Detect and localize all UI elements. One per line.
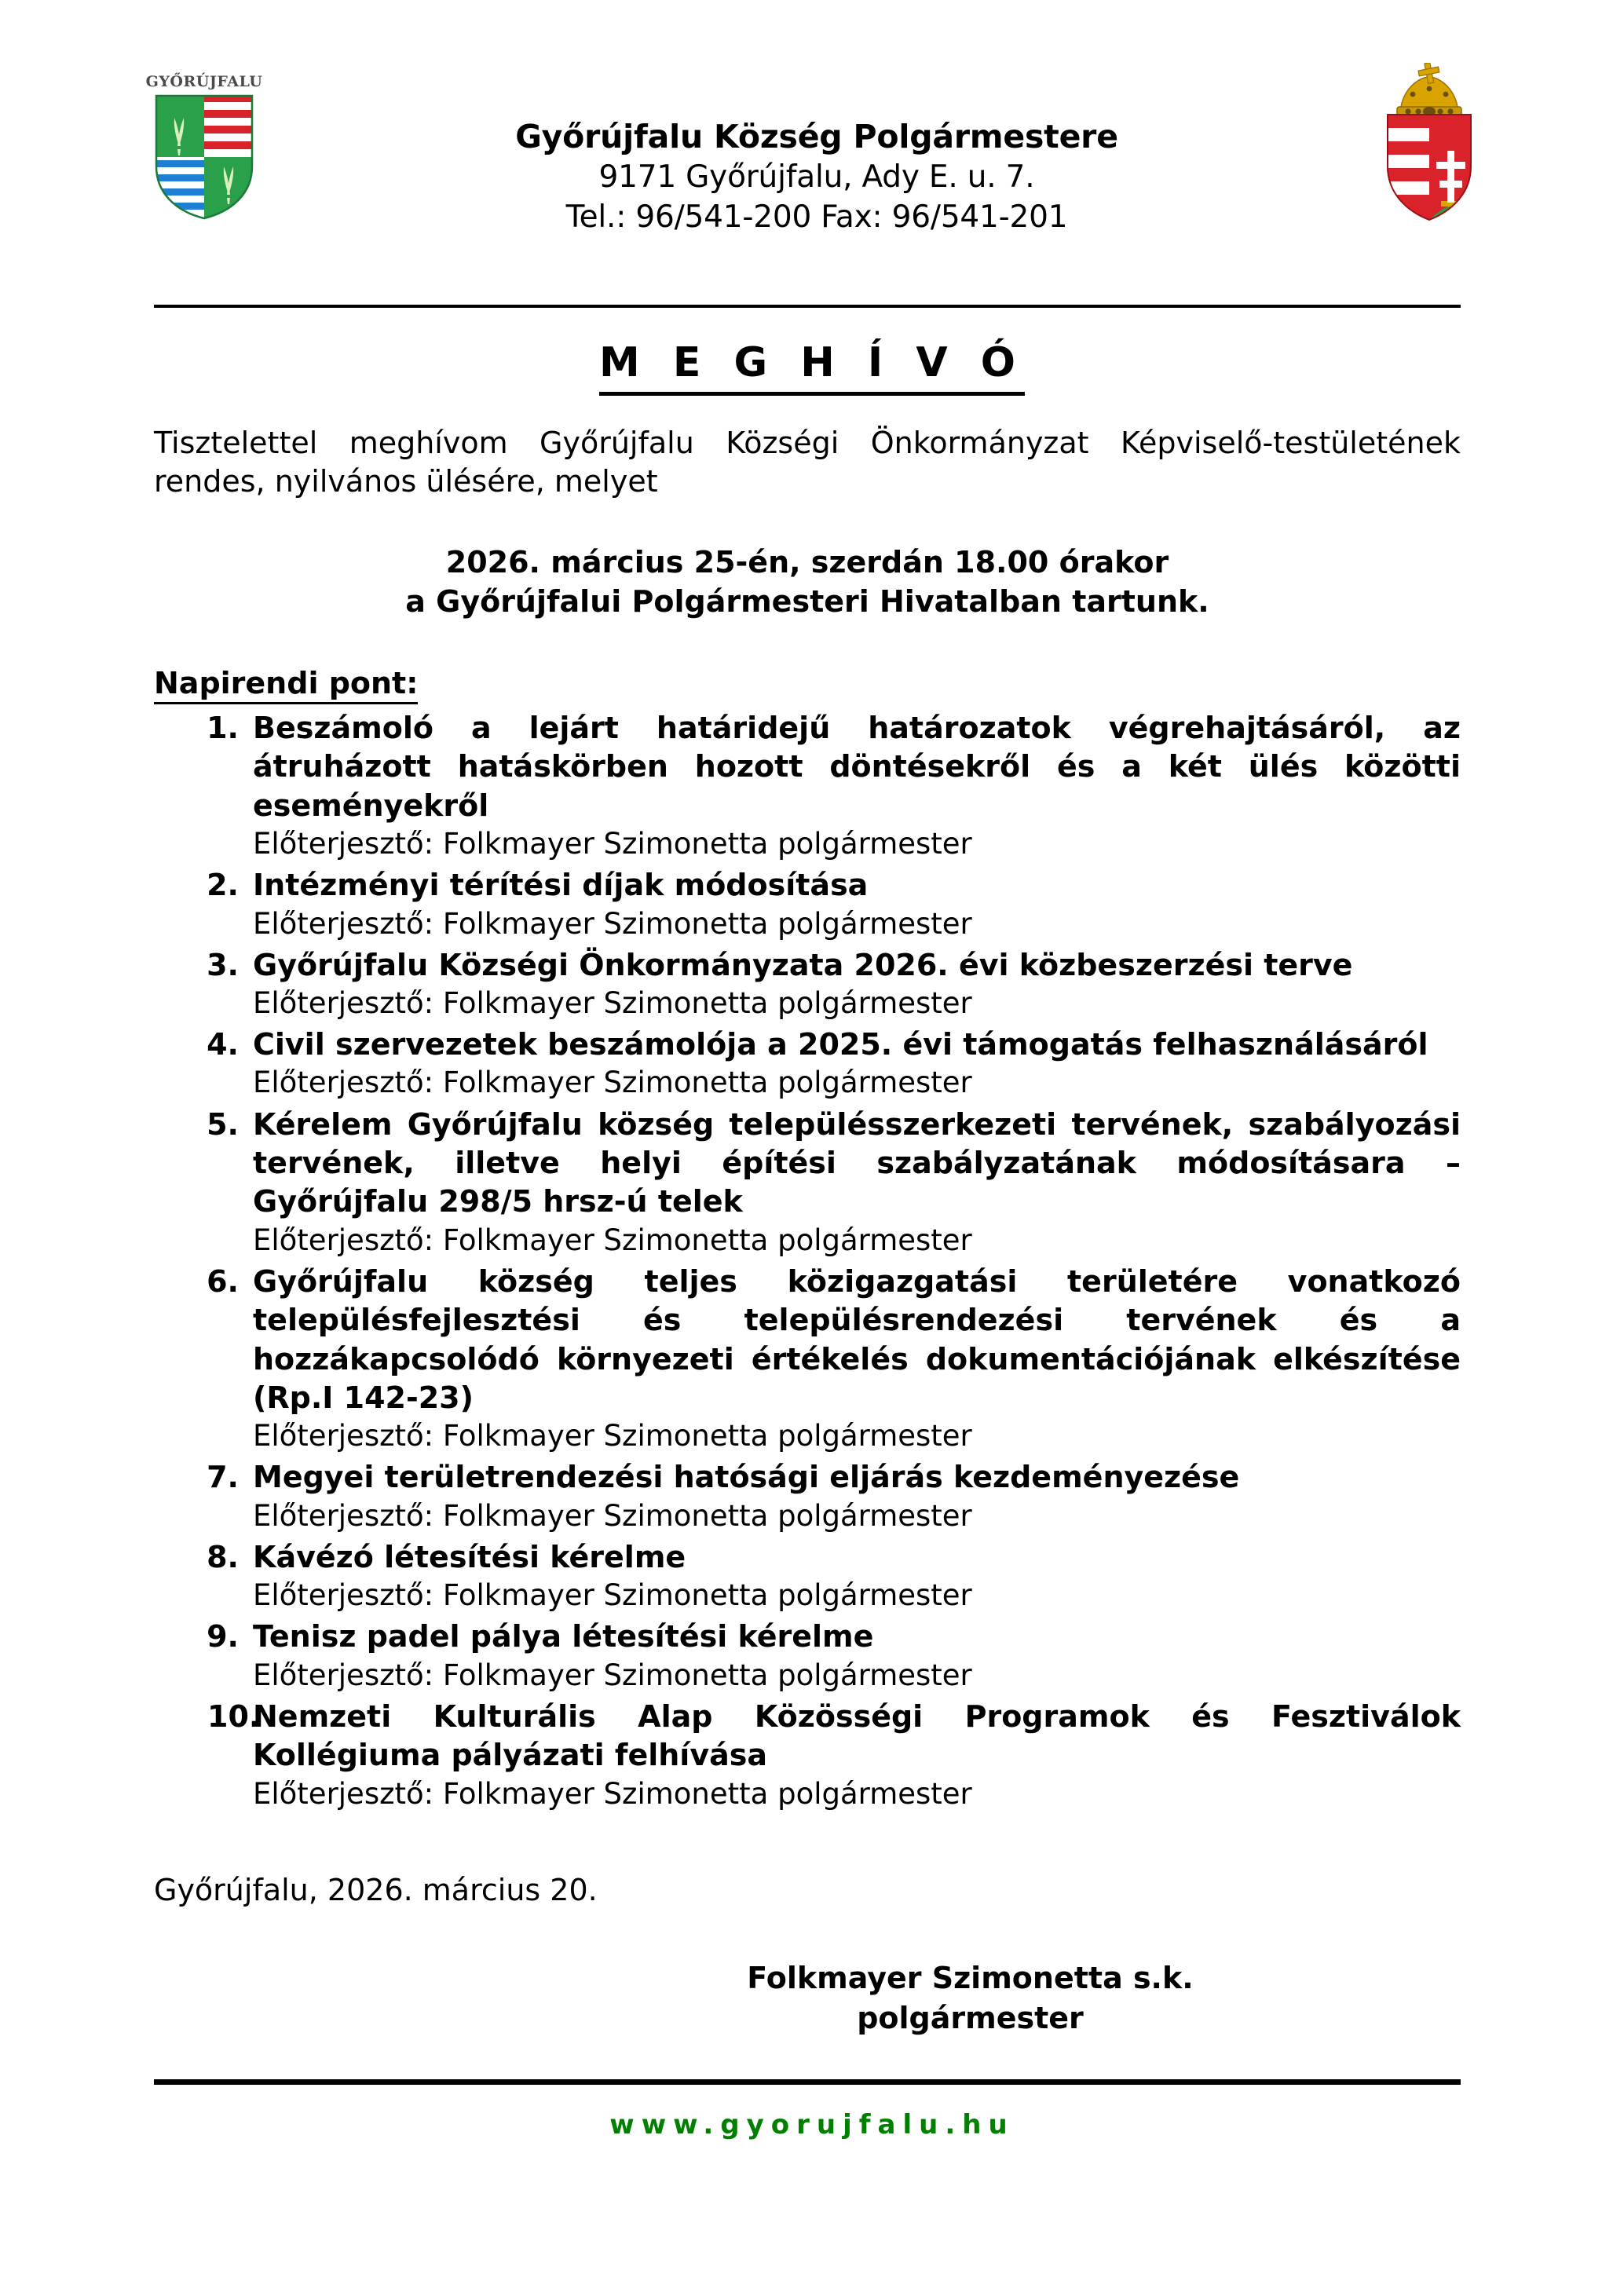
office-address: 9171 Győrújfalu, Ady E. u. 7. — [598, 159, 1035, 196]
meeting-details — [154, 543, 1461, 622]
letterhead-text — [338, 116, 1296, 238]
agenda-item-presenter: Előterjesztő: Folkmayer Szimonetta polgármester — [253, 1776, 972, 1811]
national-coat-of-arms — [1370, 63, 1488, 228]
meeting-place: a Győrújfalui Polgármesteri Hivatalban tartunk. — [405, 584, 1209, 620]
header-divider — [154, 305, 1461, 308]
agenda-item-title: Győrújfalu Községi Önkormányzata 2026. évi közbeszerzési terve — [253, 947, 1353, 982]
office-title: Győrújfalu Község Polgármestere — [515, 118, 1118, 155]
village-crest-label: GYŐRÚJFALU — [145, 73, 263, 90]
agenda-item — [154, 1263, 1461, 1456]
hungarian-coat-of-arms-icon — [1370, 63, 1488, 228]
agenda-item — [154, 1106, 1461, 1260]
agenda-item-presenter: Előterjesztő: Folkmayer Szimonetta polgármester — [253, 1658, 972, 1692]
agenda-item — [154, 1698, 1461, 1813]
agenda-item-title: Kávézó létesítési kérelme — [253, 1539, 686, 1574]
agenda-item-presenter: Előterjesztő: Folkmayer Szimonetta polgármester — [253, 1066, 972, 1100]
agenda-item-title: Nemzeti Kulturális Alap Közösségi Programok és Fesztiválok Kollégiuma pályázati felhívása — [253, 1698, 1461, 1773]
footer-website-url[interactable]: www.gyorujfalu.hu — [609, 2109, 1015, 2141]
agenda-item-title: Intézményi térítési díjak módosítása — [253, 868, 869, 903]
agenda-item-presenter: Előterjesztő: Folkmayer Szimonetta polgármester — [253, 985, 972, 1020]
agenda-item-number: 1. — [207, 710, 239, 745]
page-title — [0, 339, 1624, 396]
agenda-item-presenter: Előterjesztő: Folkmayer Szimonetta polgármester — [253, 827, 972, 861]
signer-title: polgármester — [857, 2000, 1084, 2035]
closing-place-date: Győrújfalu, 2026. március 20. — [154, 1872, 598, 1907]
agenda-item-presenter: Előterjesztő: Folkmayer Szimonetta polgármester — [253, 906, 972, 941]
agenda-item — [154, 866, 1461, 942]
agenda-item-presenter: Előterjesztő: Folkmayer Szimonetta polgármester — [253, 1578, 972, 1613]
agenda-item-number: 9. — [207, 1619, 239, 1654]
agenda-item-presenter: Előterjesztő: Folkmayer Szimonetta polgármester — [253, 1498, 972, 1533]
agenda-item-number: 8. — [207, 1539, 239, 1574]
village-coat-of-arms — [141, 75, 267, 220]
document-body — [154, 424, 1461, 2038]
agenda-list — [154, 709, 1461, 1813]
agenda-item — [154, 709, 1461, 863]
page-title-text: M E G H Í V Ó — [599, 339, 1025, 396]
agenda-item-title: Tenisz padel pálya létesítési kérelme — [253, 1619, 874, 1654]
agenda-item-presenter: Előterjesztő: Folkmayer Szimonetta polgármester — [253, 1223, 972, 1257]
agenda-item — [154, 1026, 1461, 1102]
agenda-item-title: Győrújfalu község teljes közigazgatási területére vonatkozó településfejlesztési és településrendezési tervének és a hozzákapcsolódó környezeti értékelés dokumentációjának elkészítése (Rp.I 142-23) — [253, 1263, 1461, 1415]
agenda-item — [154, 1458, 1461, 1534]
agenda-heading-wrap — [154, 622, 1461, 704]
village-coat-of-arms-icon — [155, 94, 254, 220]
agenda-item — [154, 1618, 1461, 1694]
agenda-item-number: 4. — [207, 1027, 239, 1062]
agenda-item — [154, 1538, 1461, 1614]
agenda-item-number: 5. — [207, 1106, 239, 1142]
office-contact: Tel.: 96/541-200 Fax: 96/541-201 — [565, 199, 1068, 235]
signer-name: Folkmayer Szimonetta s.k. — [747, 1961, 1194, 1996]
agenda-item-title: Kérelem Győrújfalu község településszerkezeti tervének, szabályozási tervének, illetve helyi építési szabályzatának módosításara – Győrújfalu 298/5 hrsz-ú telek — [253, 1106, 1461, 1219]
letterhead — [0, 0, 1624, 314]
agenda-item-number: 6. — [207, 1263, 239, 1299]
agenda-item — [154, 946, 1461, 1022]
agenda-item-number: 2. — [207, 868, 239, 903]
agenda-item-title: Civil szervezetek beszámolója a 2025. évi támogatás felhasználásáról — [253, 1027, 1428, 1062]
agenda-item-number: 10. — [207, 1698, 261, 1734]
agenda-heading: Napirendi pont: — [154, 666, 418, 704]
agenda-item-presenter: Előterjesztő: Folkmayer Szimonetta polgármester — [253, 1419, 972, 1453]
footer-divider — [154, 2079, 1461, 2085]
meeting-datetime: 2026. március 25-én, szerdán 18.00 órakor — [445, 544, 1169, 579]
agenda-item-title: Megyei területrendezési hatósági eljárás kezdeményezése — [253, 1460, 1240, 1495]
invitation-intro: Tisztelettel meghívom Győrújfalu Községi Önkormányzat Képviselő-testületének rendes, nyilvános ülésére, melyet — [154, 426, 1461, 499]
agenda-item-title: Beszámoló a lejárt határidejű határozatok végrehajtásáról, az átruházott hatáskörben hozott döntésekről és a két ülés közötti eseményekről — [253, 710, 1461, 823]
agenda-item-number: 3. — [207, 947, 239, 982]
agenda-item-number: 7. — [207, 1460, 239, 1495]
signature-block — [154, 1958, 1461, 2038]
